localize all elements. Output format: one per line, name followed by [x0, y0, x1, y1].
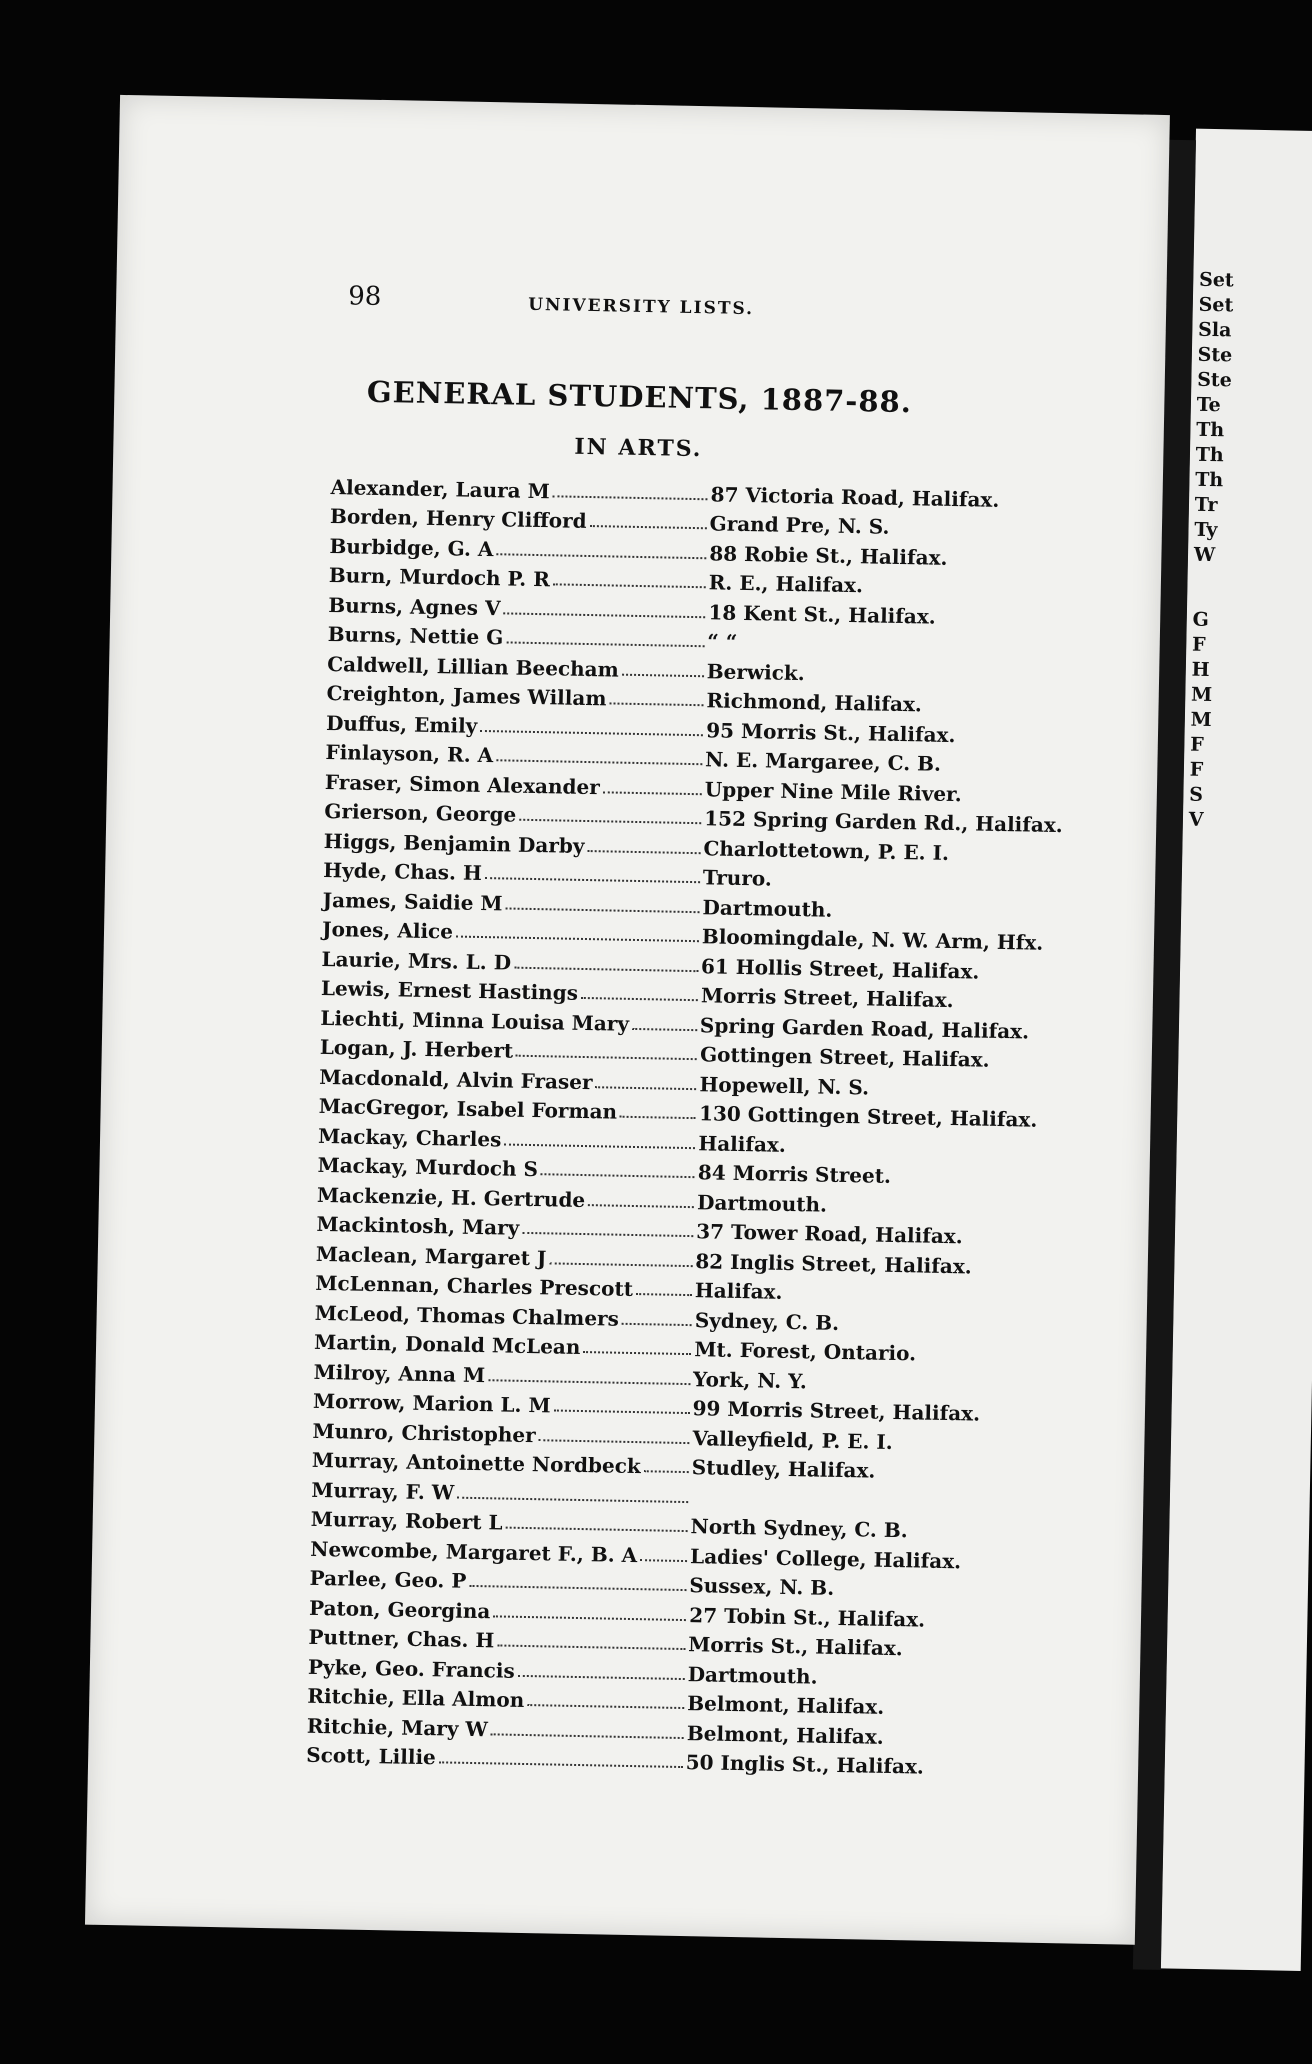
- student-name: Alexander, Laura M: [330, 474, 550, 503]
- student-name: Laurie, Mrs. L. D: [321, 946, 512, 975]
- student-address: 152 Spring Garden Rd., Halifax.: [704, 806, 1063, 838]
- student-name: Scott, Lillie: [306, 1742, 437, 1770]
- student-name: Paton, Georgina: [308, 1595, 491, 1623]
- student-address: 37 Tower Road, Halifax.: [696, 1219, 963, 1249]
- student-name: Ritchie, Ella Almon: [307, 1683, 525, 1712]
- student-address: Grand Pre, N. S.: [709, 511, 890, 539]
- dot-leader: [553, 494, 708, 500]
- student-name: Mackay, Charles: [317, 1123, 502, 1151]
- student-address: Morris St., Halifax.: [688, 1632, 903, 1661]
- dot-leader: [609, 701, 703, 706]
- facing-page-fragment: M: [1190, 683, 1213, 707]
- student-name: Finlayson, R. A: [325, 739, 494, 768]
- facing-page-fragment: F: [1191, 633, 1206, 656]
- dot-leader: [644, 1469, 689, 1473]
- student-address: Belmont, Halifax.: [687, 1691, 885, 1719]
- student-address: Ladies' College, Halifax.: [689, 1543, 962, 1573]
- student-address: Belmont, Halifax.: [686, 1720, 885, 1749]
- student-address: 99 Morris Street, Halifax.: [692, 1396, 981, 1426]
- dot-leader: [488, 1378, 690, 1385]
- facing-page-fragment: G: [1192, 608, 1210, 631]
- dot-leader: [603, 790, 702, 795]
- dot-leader: [496, 552, 706, 559]
- student-address: York, N. Y.: [692, 1366, 808, 1393]
- dot-leader: [505, 1526, 687, 1532]
- student-name: Borden, Henry Clifford: [329, 504, 587, 533]
- student-name: MacGregor, Isabel Forman: [318, 1093, 618, 1124]
- student-name: Liechti, Minna Louisa Mary: [320, 1005, 630, 1036]
- student-name: Martin, Donald McLean: [313, 1329, 581, 1359]
- dot-leader: [518, 1673, 685, 1679]
- dot-leader: [439, 1760, 683, 1768]
- facing-page-fragment: F: [1189, 733, 1204, 756]
- student-address: 84 Morris Street.: [697, 1160, 892, 1188]
- dot-leader: [581, 996, 698, 1001]
- student-name: Murray, Antoinette Nordbeck: [311, 1447, 642, 1479]
- facing-page-fragment: V: [1188, 808, 1204, 831]
- section-subtitle: IN ARTS.: [574, 433, 703, 463]
- student-name: Pyke, Geo. Francis: [307, 1654, 515, 1683]
- student-name: Milroy, Anna M: [313, 1359, 486, 1387]
- student-address: Charlottetown, P. E. I.: [703, 835, 950, 865]
- student-name: McLennan, Charles Prescott: [315, 1270, 634, 1301]
- dot-leader: [588, 1203, 694, 1208]
- student-name: Mackay, Murdoch S: [317, 1152, 539, 1182]
- dot-leader: [539, 1438, 690, 1444]
- student-name: Morrow, Marion L. M: [312, 1388, 551, 1418]
- dot-leader: [480, 728, 703, 735]
- student-name: Mackenzie, H. Gertrude: [316, 1182, 586, 1212]
- dot-leader: [516, 1054, 697, 1060]
- facing-page-fragment: H: [1191, 658, 1210, 682]
- student-address: 50 Inglis St., Halifax.: [685, 1750, 925, 1779]
- dot-leader: [640, 1558, 687, 1562]
- dot-leader: [595, 1085, 696, 1090]
- dot-leader: [497, 1643, 685, 1650]
- dot-leader: [587, 849, 700, 854]
- dot-leader: [491, 1732, 684, 1739]
- dot-leader: [469, 1584, 686, 1591]
- facing-page-fragment: Ste: [1197, 343, 1233, 367]
- student-name: Caldwell, Lillian Beecham: [326, 651, 620, 682]
- book-page: [85, 95, 1170, 1945]
- student-name: Fraser, Simon Alexander: [324, 769, 601, 799]
- student-address: Truro.: [702, 865, 773, 891]
- student-name: Newcombe, Margaret F., B. A: [309, 1536, 638, 1567]
- student-address: 88 Robie St., Halifax.: [709, 540, 948, 570]
- student-address: 95 Morris St., Halifax.: [706, 717, 956, 747]
- student-address: Sussex, N. B.: [689, 1573, 835, 1600]
- student-name: Jones, Alice: [321, 916, 454, 944]
- student-name: Murray, Robert L: [310, 1506, 503, 1535]
- student-name: Munro, Christopher: [312, 1418, 536, 1447]
- student-address: Dartmouth.: [696, 1189, 828, 1217]
- dot-leader: [553, 582, 706, 588]
- student-name: Ritchie, Mary W: [306, 1713, 489, 1741]
- student-name: Burns, Agnes V: [328, 592, 501, 620]
- student-name: Duffus, Emily: [325, 710, 478, 738]
- student-list: [306, 469, 1071, 1781]
- dot-leader: [505, 906, 699, 913]
- facing-page-fragment: Th: [1195, 443, 1224, 467]
- student-address: Upper Nine Mile River.: [704, 776, 962, 806]
- student-address: Valleyfield, P. E. I.: [692, 1425, 893, 1454]
- dot-leader: [541, 1172, 695, 1178]
- dot-leader: [519, 818, 701, 824]
- student-address: 87 Victoria Road, Halifax.: [710, 481, 1000, 512]
- student-address: 61 Hollis Street, Halifax.: [700, 953, 980, 984]
- student-name: Murray, F. W: [311, 1477, 455, 1505]
- student-name: Lewis, Ernest Hastings: [320, 975, 579, 1005]
- dot-leader: [620, 1115, 696, 1119]
- facing-page-fragment: Te: [1196, 393, 1221, 417]
- dot-leader: [590, 524, 707, 529]
- student-address: Gottingen Street, Halifax.: [699, 1042, 990, 1072]
- student-name: Puttner, Chas. H: [308, 1624, 495, 1653]
- dot-leader: [504, 1142, 695, 1149]
- student-name: Maclean, Margaret J: [315, 1241, 547, 1270]
- dot-leader: [485, 876, 700, 883]
- student-name: McLeod, Thomas Chalmers: [314, 1300, 620, 1331]
- section-title: GENERAL STUDENTS, 1887-88.: [366, 374, 913, 420]
- dot-leader: [549, 1261, 692, 1267]
- dot-leader: [457, 1495, 688, 1502]
- student-address: Halifax.: [698, 1130, 787, 1157]
- student-name: Parlee, Geo. P: [309, 1565, 467, 1593]
- student-address: Richmond, Halifax.: [706, 688, 923, 717]
- student-name: James, Saidie M: [322, 887, 503, 915]
- student-name: Creighton, James Willam: [326, 680, 607, 711]
- dot-leader: [632, 1026, 697, 1030]
- student-name: Burn, Murdoch P. R: [328, 563, 551, 592]
- dot-leader: [636, 1292, 692, 1296]
- dot-leader: [527, 1703, 684, 1709]
- student-address: 130 Gottingen Street, Halifax.: [698, 1101, 1038, 1132]
- student-address: Spring Garden Road, Halifax.: [699, 1012, 1030, 1044]
- facing-page-fragment: S: [1189, 783, 1204, 806]
- student-name: Grierson, George: [324, 798, 517, 827]
- facing-page-fragment: M: [1190, 708, 1212, 732]
- dot-leader: [622, 1321, 692, 1325]
- student-address: Mt. Forest, Ontario.: [694, 1337, 917, 1366]
- dot-leader: [493, 1614, 686, 1621]
- running-head: UNIVERSITY LISTS.: [527, 294, 755, 320]
- student-address: Bloomingdale, N. W. Arm, Hfx.: [701, 924, 1044, 955]
- student-address: 82 Inglis Street, Halifax.: [695, 1248, 972, 1278]
- dot-leader: [583, 1350, 691, 1355]
- student-name: Higgs, Benjamin Darby: [323, 828, 585, 858]
- facing-page-fragment: Ty: [1194, 518, 1218, 542]
- dot-leader: [456, 935, 699, 943]
- facing-page-fragment: Ste: [1196, 368, 1232, 392]
- student-address: Sydney, C. B.: [694, 1307, 840, 1335]
- student-address: North Sydney, C. B.: [690, 1514, 908, 1543]
- facing-page-fragment: Th: [1196, 418, 1225, 442]
- student-address: R. E., Halifax.: [708, 570, 864, 598]
- facing-page-fragment: Th: [1195, 468, 1224, 492]
- dot-leader: [506, 640, 704, 647]
- dot-leader: [514, 965, 698, 972]
- student-address: “ “: [707, 629, 738, 654]
- student-address: N. E. Margaree, C. B.: [704, 747, 942, 776]
- student-address: Dartmouth.: [702, 894, 833, 922]
- student-name: Mackintosh, Mary: [316, 1211, 520, 1240]
- student-address: Studley, Halifax.: [691, 1455, 876, 1483]
- page-number: 98: [347, 281, 382, 312]
- student-address: Morris Street, Halifax.: [700, 983, 954, 1013]
- dot-leader: [522, 1231, 693, 1237]
- facing-page-fragment: F: [1189, 758, 1204, 781]
- facing-page-fragment: Set: [1198, 293, 1234, 317]
- dot-leader: [554, 1408, 690, 1414]
- dot-leader: [622, 672, 704, 677]
- student-address: 27 Tobin St., Halifax.: [689, 1602, 926, 1632]
- student-address: Berwick.: [706, 658, 805, 685]
- facing-page-fragment: Sla: [1197, 318, 1232, 342]
- student-address: 18 Kent St., Halifax.: [708, 599, 936, 629]
- student-address: Halifax.: [694, 1278, 783, 1304]
- student-address: Hopewell, N. S.: [699, 1071, 870, 1099]
- dot-leader: [496, 758, 702, 765]
- facing-page-fragment: Set: [1198, 268, 1234, 292]
- student-name: Hyde, Chas. H: [323, 857, 483, 886]
- student-address: Dartmouth.: [687, 1661, 818, 1689]
- facing-page-fragment: W: [1193, 543, 1216, 567]
- student-name: Logan, J. Herbert: [319, 1034, 514, 1063]
- student-name: Burns, Nettie G: [327, 622, 504, 650]
- dot-leader: [503, 611, 705, 618]
- student-name: Burbidge, G. A: [329, 533, 494, 561]
- student-name: Macdonald, Alvin Fraser: [319, 1064, 593, 1094]
- facing-page-fragment: Tr: [1194, 493, 1218, 517]
